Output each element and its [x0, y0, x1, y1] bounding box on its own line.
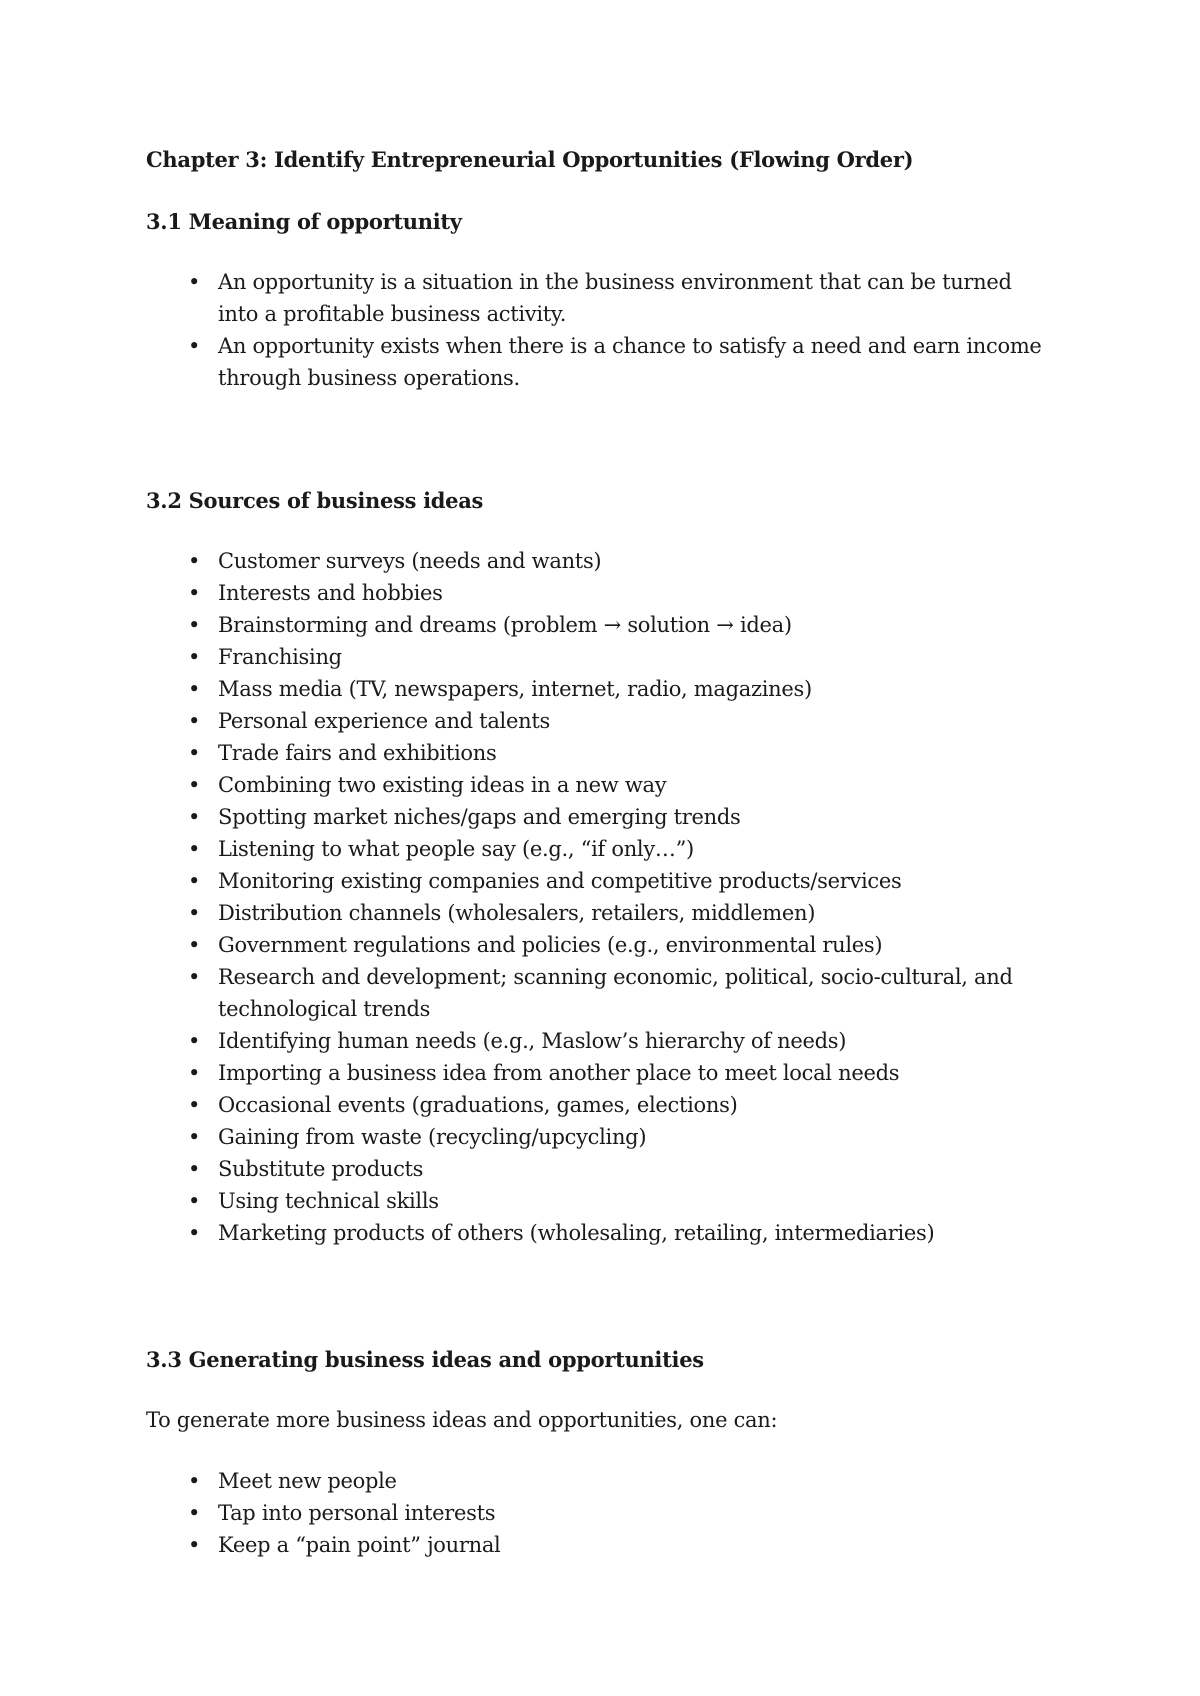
bullet-icon: • [187, 933, 201, 957]
list-item-text: Customer surveys (needs and wants) [218, 549, 602, 573]
list-item-text: Brainstorming and dreams (problem → solution → idea) [218, 613, 792, 637]
bullet-icon: • [187, 1061, 201, 1085]
list-item-text: An opportunity exists when there is a chance to satisfy a need and earn income through business operations. [218, 334, 1042, 390]
list-item [146, 769, 1046, 801]
bullet-icon: • [187, 1189, 201, 1213]
list-item-text: Franchising [218, 645, 342, 669]
list-item-text: Keep a “pain point” journal [218, 1533, 501, 1557]
bullet-icon: • [187, 1157, 201, 1181]
list-item-text: Substitute products [218, 1157, 424, 1181]
chapter-title: Chapter 3: Identify Entrepreneurial Opportunities (Flowing Order) [146, 147, 914, 172]
bullet-icon: • [187, 741, 201, 765]
bullet-icon: • [187, 1533, 201, 1557]
bullet-icon: • [187, 1029, 201, 1053]
list-item [146, 833, 1046, 865]
list-item [146, 1529, 1046, 1561]
list-item-text: Identifying human needs (e.g., Maslow’s hierarchy of needs) [218, 1029, 847, 1053]
list-item-text: Importing a business idea from another place to meet local needs [218, 1061, 900, 1085]
bullet-icon: • [187, 901, 201, 925]
list-item-text: Government regulations and policies (e.g., environmental rules) [218, 933, 883, 957]
bullet-icon: • [187, 613, 201, 637]
list-item [146, 1025, 1046, 1057]
bullet-icon: • [187, 837, 201, 861]
list-item-text: Personal experience and talents [218, 709, 550, 733]
list-item [146, 1057, 1046, 1089]
list-item [146, 266, 1046, 330]
list-item-text: Trade fairs and exhibitions [218, 741, 497, 765]
list-item-text: Using technical skills [218, 1189, 439, 1213]
bullet-icon: • [187, 581, 201, 605]
list-item [146, 641, 1046, 673]
bullet-icon: • [187, 677, 201, 701]
list-item-text: Listening to what people say (e.g., “if only…”) [218, 837, 694, 861]
list-item [146, 609, 1046, 641]
section-3-3-intro: To generate more business ideas and opportunities, one can: [146, 1408, 778, 1432]
list-item [146, 1153, 1046, 1185]
list-item-text: Occasional events (graduations, games, elections) [218, 1093, 738, 1117]
list-item [146, 705, 1046, 737]
list-item [146, 737, 1046, 769]
list-item-text: Marketing products of others (wholesaling, retailing, intermediaries) [218, 1221, 935, 1245]
list-item [146, 545, 1046, 577]
list-item-text: Spotting market niches/gaps and emerging trends [218, 805, 741, 829]
list-item-text: Distribution channels (wholesalers, retailers, middlemen) [218, 901, 816, 925]
list-item [146, 961, 1046, 1025]
list-item [146, 1185, 1046, 1217]
bullet-icon: • [187, 773, 201, 797]
bullet-icon: • [187, 645, 201, 669]
bullet-icon: • [187, 965, 201, 989]
section-3-1-list [146, 266, 1046, 394]
list-item-text: Combining two existing ideas in a new way [218, 773, 667, 797]
bullet-icon: • [187, 270, 201, 294]
bullet-icon: • [187, 334, 201, 358]
list-item [146, 1497, 1046, 1529]
list-item-text: Tap into personal interests [218, 1501, 496, 1525]
section-heading-3-3: 3.3 Generating business ideas and opportunities [146, 1347, 704, 1372]
list-item-text: An opportunity is a situation in the business environment that can be turned into a profitable business activity. [218, 270, 1012, 326]
bullet-icon: • [187, 1501, 201, 1525]
list-item [146, 1089, 1046, 1121]
list-item [146, 1121, 1046, 1153]
list-item-text: Gaining from waste (recycling/upcycling) [218, 1125, 647, 1149]
list-item [146, 330, 1046, 394]
list-item [146, 897, 1046, 929]
bullet-icon: • [187, 805, 201, 829]
list-item-text: Meet new people [218, 1469, 397, 1493]
section-3-2-list [146, 545, 1046, 1249]
list-item [146, 1217, 1046, 1249]
bullet-icon: • [187, 1093, 201, 1117]
list-item [146, 801, 1046, 833]
list-item-text: Mass media (TV, newspapers, internet, radio, magazines) [218, 677, 812, 701]
list-item-text: Monitoring existing companies and competitive products/services [218, 869, 902, 893]
bullet-icon: • [187, 549, 201, 573]
list-item [146, 577, 1046, 609]
bullet-icon: • [187, 1125, 201, 1149]
section-heading-3-2: 3.2 Sources of business ideas [146, 488, 484, 513]
list-item [146, 929, 1046, 961]
bullet-icon: • [187, 1469, 201, 1493]
bullet-icon: • [187, 869, 201, 893]
section-3-3-list [146, 1465, 1046, 1561]
bullet-icon: • [187, 709, 201, 733]
list-item [146, 865, 1046, 897]
list-item-text: Research and development; scanning economic, political, socio-cultural, and technological trends [218, 965, 1013, 1021]
list-item [146, 673, 1046, 705]
list-item-text: Interests and hobbies [218, 581, 443, 605]
list-item [146, 1465, 1046, 1497]
section-heading-3-1: 3.1 Meaning of opportunity [146, 209, 462, 234]
bullet-icon: • [187, 1221, 201, 1245]
